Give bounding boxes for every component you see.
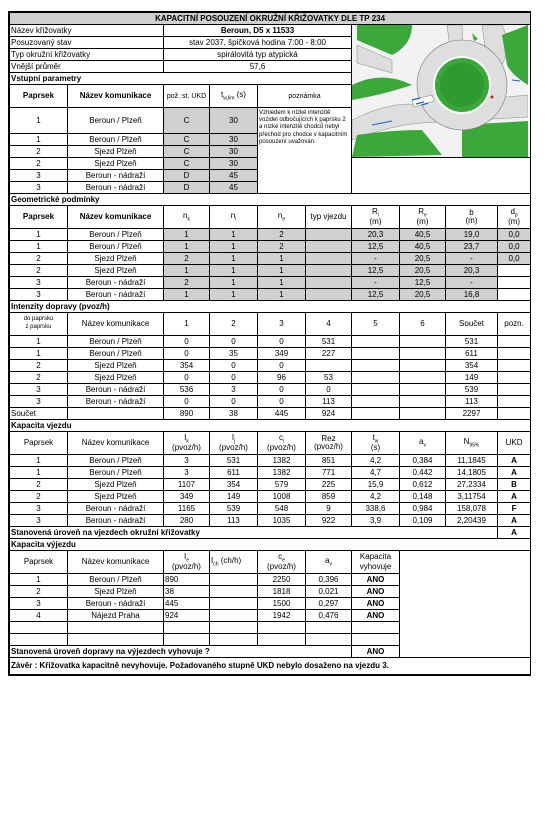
info-label-state: Posuzovaný stav — [10, 37, 164, 49]
input-nazev: Beroun / Plzeň — [68, 108, 164, 134]
exit-row: 2 Sjezd Plzeň 38 1818 0,021 ANO — [10, 586, 531, 598]
capacity-table — [9, 12, 531, 675]
geom-row: 1 Beroun / Plzeň 1 1 2 12,5 40,5 23,7 0,0 — [10, 241, 531, 253]
traffic-row: 2 Sjezd Plzeň 354 0 0 354 — [10, 360, 531, 372]
roundabout-drawing — [352, 25, 528, 157]
col-ukd: pož. st. UKD — [164, 85, 210, 108]
entry-row: 3 Beroun - nádraží 280 113 1035 922 3,9 0,109 2,20439 A — [10, 515, 531, 527]
entry-row: 3 Beroun - nádraží 1165 539 548 9 338,6 0,984 158,078 F — [10, 503, 531, 515]
input-tw: 30 — [210, 158, 258, 170]
input-ukd: D — [164, 182, 210, 194]
info-label-type: Typ okružní křižovatky — [10, 49, 164, 61]
info-value-diameter: 57,6 — [164, 61, 352, 73]
input-tw: 45 — [210, 182, 258, 194]
traffic-row: 1 Beroun / Plzeň 0 35 349 227 611 — [10, 348, 531, 360]
geom-col-ne: $n_e$ — [258, 206, 306, 229]
col-paprsek: Paprsek — [10, 85, 68, 108]
entry-col-n95: $N_{95\%}$ — [446, 432, 498, 455]
input-nazev: Beroun - nádraží — [68, 170, 164, 182]
entry-level-value: A — [498, 527, 531, 539]
input-tw: 30 — [210, 108, 258, 134]
exit-row: 4 Nájezd Praha 924 1942 0,476 ANO — [10, 610, 531, 622]
traffic-col-4: 4 — [306, 313, 352, 336]
section-traffic: Intenzity dopravy (pvoz/h) — [10, 301, 531, 313]
exit-row: 3 Beroun - nádraží 445 1500 0,297 ANO — [10, 598, 531, 610]
exit-col-ich: $I_{ch}$ (ch/h) — [210, 551, 258, 574]
input-tw: 30 — [210, 134, 258, 146]
entry-row: 2 Sjezd Plzeň 349 149 1008 859 4,2 0,148 3,11754 A — [10, 491, 531, 503]
entry-row: 2 Sjezd Plzeň 1107 354 579 225 15,9 0,612 27,2334 B — [10, 479, 531, 491]
entry-col-av: $a_v$ — [400, 432, 446, 455]
col-poznamka: poznámka — [258, 85, 352, 108]
roundabout-map-image — [352, 25, 531, 158]
input-ukd: C — [164, 134, 210, 146]
traffic-row: 1 Beroun / Plzeň 0 0 0 531 531 — [10, 336, 531, 348]
geom-row: 1 Beroun / Plzeň 1 1 2 20,3 40,5 19,0 0,0 — [10, 229, 531, 241]
input-paprsek: 3 — [10, 182, 68, 194]
exit-col-av: $a_v$ — [306, 551, 352, 574]
section-entry-capacity: Kapacita vjezdu — [10, 420, 531, 432]
exit-level-label: Stanovená úroveň dopravy na výjezdech vyhovuje ? — [10, 646, 352, 658]
traffic-col-3: 3 — [258, 313, 306, 336]
entry-col-nazev: Název komunikace — [68, 432, 164, 455]
geom-col-b: b (m) — [446, 206, 498, 229]
input-ukd: C — [164, 108, 210, 134]
exit-col-paprsek: Paprsek — [10, 551, 68, 574]
input-note: Vzhledem k nízké intenzitě vozidel odbočujících k paprsku 2 a nízké intenzitě chodců nebyl přechod pro chodce v kapacitním posouzení uvažován. — [258, 108, 352, 194]
input-tw: 45 — [210, 170, 258, 182]
entry-row: 1 Beroun / Plzeň 3 531 1382 851 4,2 0,384 11,1845 A — [10, 455, 531, 467]
input-nazev: Beroun - nádraží — [68, 182, 164, 194]
input-paprsek: 3 — [10, 170, 68, 182]
geom-col-nk: $n_k$ — [164, 206, 210, 229]
conclusion: Závěr : Křižovatka kapacitně nevyhovuje. Požadovaného stupně UKD nebylo dosaženo na vjezdu 3. — [10, 658, 531, 675]
traffic-col-direction: do paprsku z paprsku — [10, 313, 68, 336]
input-tw: 30 — [210, 146, 258, 158]
section-input-params: Vstupní parametry — [10, 73, 352, 85]
traffic-row: 3 Beroun - nádraží 0 0 0 113 113 — [10, 396, 531, 408]
sheet-title: KAPACITNÍ POSOUZENÍ OKRUŽNÍ KŘIŽOVATKY DLE TP 234 — [10, 13, 531, 25]
input-paprsek: 2 — [10, 146, 68, 158]
geom-col-re: $R_e$ (m) — [400, 206, 446, 229]
exit-col-ce: $c_e$ (pvoz/h) — [258, 551, 306, 574]
input-paprsek: 2 — [10, 158, 68, 170]
traffic-col-1: 1 — [164, 313, 210, 336]
input-ukd: C — [164, 146, 210, 158]
entry-col-ij: $I_j$ (pvoz/h) — [210, 432, 258, 455]
col-tw: $t_{w,lim}$ (s) — [210, 85, 258, 108]
input-ukd: D — [164, 170, 210, 182]
geom-row: 3 Beroun - nádraží 2 1 1 - 12,5 - — [10, 277, 531, 289]
entry-col-tw: $t_w$ (s) — [352, 432, 400, 455]
geom-col-ni: $n_i$ — [210, 206, 258, 229]
info-value-name: Beroun, D5 x 11533 — [164, 25, 352, 37]
traffic-col-soucet: Součet — [446, 313, 498, 336]
entry-col-ik: $I_k$ (pvoz/h) — [164, 432, 210, 455]
capacity-sheet — [8, 11, 531, 676]
info-value-state: stav 2037, špičková hodina 7:00 - 8:00 — [164, 37, 352, 49]
traffic-total-row: Součet 890 38 445 924 2297 — [10, 408, 531, 420]
geom-col-nazev: Název komunikace — [68, 206, 164, 229]
geom-row: 2 Sjezd Plzeň 2 1 1 - 20,5 - 0,0 — [10, 253, 531, 265]
input-ukd: C — [164, 158, 210, 170]
traffic-row: 2 Sjezd Plzeň 0 0 96 53 149 — [10, 372, 531, 384]
input-nazev: Sjezd Plzeň — [68, 146, 164, 158]
traffic-col-pozn: pozn. — [498, 313, 531, 336]
exit-row: 1 Beroun / Plzeň 890 2250 0,396 ANO — [10, 574, 531, 586]
geom-col-dp: $d_p$ (m) — [498, 206, 531, 229]
exit-row-empty — [10, 622, 531, 634]
traffic-col-6: 6 — [400, 313, 446, 336]
geom-col-ri: $R_i$ (m) — [352, 206, 400, 229]
entry-col-ukd: UKD — [498, 432, 531, 455]
entry-col-paprsek: Paprsek — [10, 432, 68, 455]
entry-col-rez: Rez (pvoz/h) — [306, 432, 352, 455]
exit-col-nazev: Název komunikace — [68, 551, 164, 574]
exit-level-value: ANO — [352, 646, 400, 658]
col-nazev: Název komunikace — [68, 85, 164, 108]
input-nazev: Sjezd Plzeň — [68, 158, 164, 170]
input-nazev: Beroun / Plzeň — [68, 134, 164, 146]
info-label-diameter: Vnější průměr — [10, 61, 164, 73]
info-value-type: spirálovitá typ atypická — [164, 49, 352, 61]
geom-row: 3 Beroun - nádraží 1 1 1 12,5 20,5 16,8 — [10, 289, 531, 301]
section-exit-capacity: Kapacita výjezdu — [10, 539, 531, 551]
traffic-col-2: 2 — [210, 313, 258, 336]
section-geometry: Geometrické podmínky — [10, 194, 531, 206]
entry-level-label: Stanovená úroveň na vjezdech okružní křižovatky — [10, 527, 498, 539]
traffic-col-5: 5 — [352, 313, 400, 336]
info-label-name: Název křižovatky — [10, 25, 164, 37]
geom-col-typ: typ vjezdu — [306, 206, 352, 229]
exit-row-empty — [10, 634, 531, 646]
traffic-row: 3 Beroun - nádraží 536 3 0 0 539 — [10, 384, 531, 396]
exit-col-kap: Kapacita vyhovuje — [352, 551, 400, 574]
input-paprsek: 1 — [10, 134, 68, 146]
traffic-col-nazev: Název komunikace — [68, 313, 164, 336]
geom-row: 2 Sjezd Plzeň 1 1 1 12,5 20,5 20,3 — [10, 265, 531, 277]
entry-col-ci: $c_i$ (pvoz/h) — [258, 432, 306, 455]
geom-col-paprsek: Paprsek — [10, 206, 68, 229]
entry-row: 1 Beroun / Plzeň 3 611 1382 771 4,7 0,442 14,1805 A — [10, 467, 531, 479]
exit-col-ie: $I_e$ (pvoz/h) — [164, 551, 210, 574]
input-paprsek: 1 — [10, 108, 68, 134]
